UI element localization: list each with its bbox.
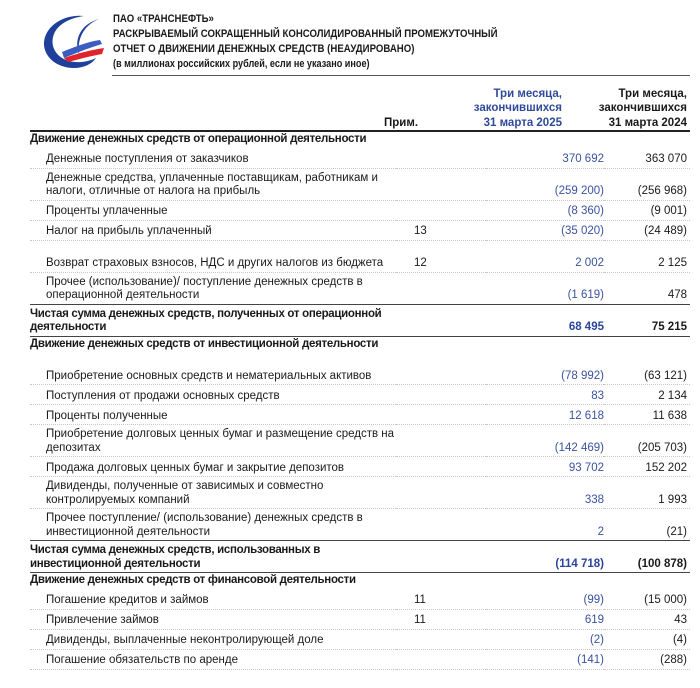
prior-period-header-line2: закончившихся bbox=[598, 102, 687, 114]
current-period-header-line1: Три месяца, bbox=[493, 87, 562, 100]
header-divider bbox=[112, 75, 690, 76]
row-value-2025: 2 bbox=[486, 509, 604, 541]
row-label: Прочее (использование)/ поступление денежных средств в операционной деятельности bbox=[30, 272, 396, 304]
row-note: 12 bbox=[396, 240, 486, 272]
table-row bbox=[30, 240, 690, 272]
row-note bbox=[396, 272, 486, 304]
row-label: Прочее поступление/ (использование) денежных средств в инвестиционной деятельности bbox=[30, 509, 396, 541]
total-value-2024: (100 878) bbox=[604, 541, 690, 573]
table-row bbox=[30, 477, 690, 509]
row-value-2025: (99) bbox=[486, 590, 604, 610]
row-value-2025: (2) bbox=[486, 629, 604, 649]
row-label: Погашение обязательств по аренде bbox=[30, 649, 396, 669]
row-value-2024: (24 489) bbox=[604, 220, 690, 240]
table-row bbox=[30, 649, 690, 669]
row-value-2024: 43 bbox=[604, 609, 690, 629]
row-value-2024: 363 070 bbox=[604, 149, 690, 169]
note-column-header: Прим. bbox=[384, 116, 419, 129]
row-label: Поступления от продажи основных средств bbox=[30, 385, 396, 405]
row-value-2025: 338 bbox=[486, 477, 604, 509]
row-value-2025: (259 200) bbox=[486, 168, 604, 200]
row-value-2025: 2 002 bbox=[486, 240, 604, 272]
row-value-2024: 11 638 bbox=[604, 405, 690, 425]
row-note: 11 bbox=[396, 590, 486, 610]
row-value-2024: (9 001) bbox=[604, 200, 690, 220]
row-value-2024: 478 bbox=[604, 272, 690, 304]
row-note bbox=[396, 629, 486, 649]
table-row bbox=[30, 457, 690, 477]
row-value-2024: 1 993 bbox=[604, 477, 690, 509]
row-label: Налог на прибыль уплаченный bbox=[30, 220, 396, 240]
row-label: Возврат страховых взносов, НДС и других налогов из бюджета bbox=[30, 240, 396, 272]
row-value-2025: 370 692 bbox=[486, 149, 604, 169]
total-row-investing bbox=[30, 541, 690, 573]
row-label: Проценты уплаченные bbox=[30, 200, 396, 220]
row-label: Приобретение основных средств и нематериальных активов bbox=[30, 353, 396, 385]
units-note: (в миллионах российских рублей, если не указано иное) bbox=[113, 58, 370, 70]
prior-period-header bbox=[567, 87, 687, 131]
section-heading-investing bbox=[30, 336, 690, 353]
row-note bbox=[396, 477, 486, 509]
table-row bbox=[30, 149, 690, 169]
row-note: 11 bbox=[396, 609, 486, 629]
row-label: Денежные поступления от заказчиков bbox=[30, 149, 396, 169]
row-value-2024: (256 968) bbox=[604, 168, 690, 200]
current-period-header bbox=[442, 87, 562, 131]
report-header bbox=[113, 12, 698, 72]
row-value-2024: (15 000) bbox=[604, 590, 690, 610]
table-row bbox=[30, 200, 690, 220]
row-value-2024: 2 134 bbox=[604, 385, 690, 405]
row-value-2025: (141) bbox=[486, 649, 604, 669]
section-heading-label: Движение денежных средств от операционной деятельности bbox=[30, 133, 367, 145]
row-label: Проценты полученные bbox=[30, 405, 396, 425]
row-note bbox=[396, 385, 486, 405]
total-value-2025: (114 718) bbox=[486, 541, 604, 573]
row-value-2025: (35 020) bbox=[486, 220, 604, 240]
report-title-line1: РАСКРЫВАЕМЫЙ СОКРАЩЕННЫЙ КОНСОЛИДИРОВАННЫЙ ПРОМЕЖУТОЧНЫЙ bbox=[113, 28, 498, 40]
table-row bbox=[30, 609, 690, 629]
row-note bbox=[396, 168, 486, 200]
section-heading-label: Движение денежных средств от финансовой деятельности bbox=[30, 574, 356, 586]
prior-period-header-line3: 31 марта 2024 bbox=[608, 116, 687, 129]
section-heading-financing bbox=[30, 573, 690, 590]
row-value-2025: (78 992) bbox=[486, 353, 604, 385]
row-value-2024: (288) bbox=[604, 649, 690, 669]
row-label: Дивиденды, полученные от зависимых и совместно контролируемых компаний bbox=[30, 477, 396, 509]
row-note: 13 bbox=[396, 220, 486, 240]
table-row bbox=[30, 629, 690, 649]
row-note bbox=[396, 425, 486, 457]
current-period-header-line3: 31 марта 2025 bbox=[483, 116, 562, 129]
prior-period-header-line1: Три месяца, bbox=[618, 87, 687, 100]
row-value-2025: 93 702 bbox=[486, 457, 604, 477]
row-note bbox=[396, 509, 486, 541]
row-note bbox=[396, 457, 486, 477]
total-value-2025: 68 495 bbox=[486, 304, 604, 336]
table-row bbox=[30, 385, 690, 405]
row-value-2025: 12 618 bbox=[486, 405, 604, 425]
table-row bbox=[30, 509, 690, 541]
row-label: Продажа долговых ценных бумаг и закрытие депозитов bbox=[30, 457, 396, 477]
section-heading-label: Движение денежных средств от инвестиционной деятельности bbox=[30, 337, 379, 350]
total-label: Чистая сумма денежных средств, полученных от операционной деятельности bbox=[30, 304, 396, 336]
current-period-header-line2: закончившихся bbox=[473, 102, 562, 114]
row-value-2024: (4) bbox=[604, 629, 690, 649]
column-headers bbox=[30, 83, 690, 131]
total-value-2024: 75 215 bbox=[604, 304, 690, 336]
row-note bbox=[396, 200, 486, 220]
row-note bbox=[396, 149, 486, 169]
table-row bbox=[30, 272, 690, 304]
row-value-2024: (205 703) bbox=[604, 425, 690, 457]
table-row bbox=[30, 590, 690, 610]
row-label: Приобретение долговых ценных бумаг и размещение средств на депозитах bbox=[30, 425, 396, 457]
table-row bbox=[30, 405, 690, 425]
row-value-2024: (21) bbox=[604, 509, 690, 541]
row-label: Денежные средства, уплаченные поставщикам, работникам и налоги, отличные от налога на прибыль bbox=[30, 168, 396, 200]
row-note bbox=[396, 353, 486, 385]
row-value-2025: (142 469) bbox=[486, 425, 604, 457]
table-row bbox=[30, 425, 690, 457]
row-label: Привлечение займов bbox=[30, 609, 396, 629]
table-row bbox=[30, 353, 690, 385]
total-row-operating bbox=[30, 304, 690, 336]
table-row bbox=[30, 168, 690, 200]
company-name: ПАО «ТРАНСНЕФТЬ» bbox=[113, 13, 214, 25]
row-value-2024: (63 121) bbox=[604, 353, 690, 385]
report-title-line2: ОТЧЕТ О ДВИЖЕНИИ ДЕНЕЖНЫХ СРЕДСТВ (НЕАУДИРОВАНО) bbox=[113, 43, 415, 55]
row-value-2024: 152 202 bbox=[604, 457, 690, 477]
row-value-2024: 2 125 bbox=[604, 240, 690, 272]
total-label: Чистая сумма денежных средств, использованных в инвестиционной деятельности bbox=[30, 541, 396, 573]
row-value-2025: (1 619) bbox=[486, 272, 604, 304]
row-note bbox=[396, 405, 486, 425]
row-label: Дивиденды, выплаченные неконтролирующей доле bbox=[30, 629, 396, 649]
cash-flow-table bbox=[30, 132, 690, 670]
row-value-2025: (8 360) bbox=[486, 200, 604, 220]
row-value-2025: 83 bbox=[486, 385, 604, 405]
row-value-2025: 619 bbox=[486, 609, 604, 629]
transneft-logo-icon bbox=[38, 12, 108, 72]
table-row bbox=[30, 220, 690, 240]
row-note bbox=[396, 649, 486, 669]
row-label: Погашение кредитов и займов bbox=[30, 590, 396, 610]
section-heading-operating bbox=[30, 132, 690, 149]
